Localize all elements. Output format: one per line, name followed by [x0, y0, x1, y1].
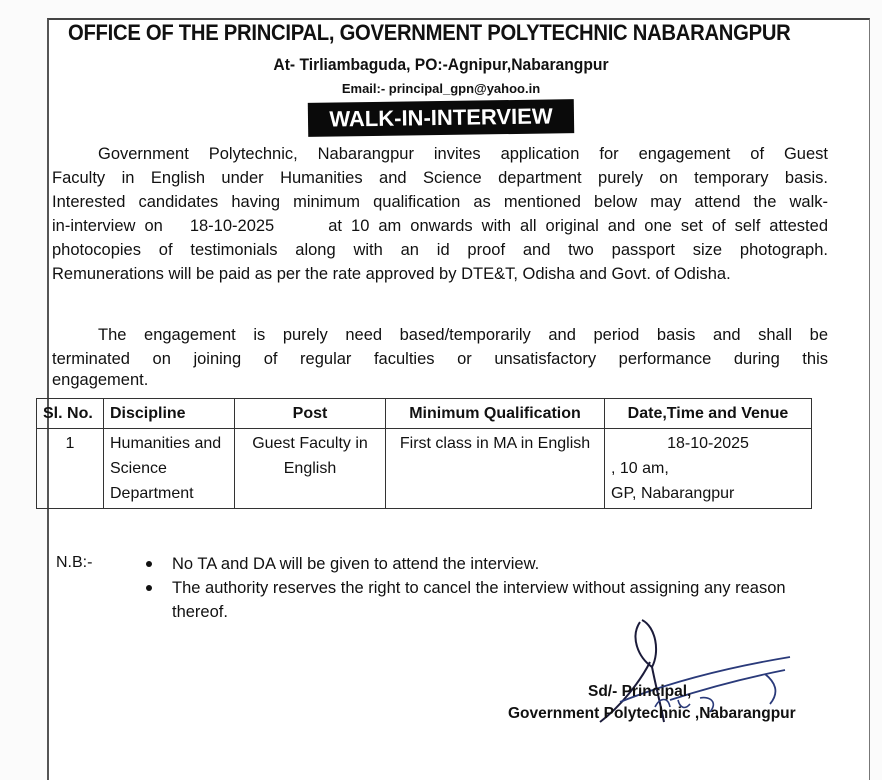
bullet-icon	[146, 561, 152, 567]
header-venue: Date,Time and Venue	[605, 399, 812, 429]
paragraph-line: engagement.	[52, 371, 149, 389]
header-qualification: Minimum Qualification	[386, 399, 605, 429]
paragraph-line: Faculty in English under Humanities and Science department purely on temporary basis.	[52, 169, 828, 187]
nb-label: N.B:-	[56, 554, 93, 571]
walk-in-interview-banner: WALK-IN-INTERVIEW	[308, 99, 574, 137]
paragraph-line: Government Polytechnic, Nabarangpur invites application for engagement of Guest	[98, 145, 828, 163]
interview-venue: GP, Nabarangpur	[611, 485, 735, 502]
office-address: At- Tirliambaguda, PO:-Agnipur,Nabarangpur	[273, 55, 609, 74]
office-title: OFFICE OF THE PRINCIPAL, GOVERNMENT POLYTECHNIC NABARANGPUR	[68, 20, 791, 45]
signatory-title: Sd/- Principal,	[588, 683, 692, 700]
header-sl-no: Sl. No.	[37, 399, 104, 429]
vacancy-table	[36, 398, 812, 509]
signatory-institution: Government Polytechnic ,Nabarangpur	[508, 705, 796, 722]
office-email: Email:- principal_gpn@yahoo.in	[341, 81, 541, 96]
paragraph-line: The engagement is purely need based/temporarily and period basis and shall be	[98, 326, 828, 344]
cell-sl-no: 1	[37, 429, 104, 509]
table-row	[37, 429, 812, 509]
cell-qualification: First class in MA in English	[386, 429, 605, 509]
paragraph-line: Remunerations will be paid as per the rate approved by DTE&T, Odisha and Govt. of Odisha.	[52, 265, 731, 283]
paragraph-line: Interested candidates having minimum qualification as mentioned below may attend the walk-	[52, 193, 828, 211]
terms-paragraph	[52, 323, 828, 392]
cell-post: Guest Faculty in English	[235, 429, 386, 509]
note-item: No TA and DA will be given to attend the interview.	[144, 552, 844, 576]
table-header-row	[37, 399, 812, 429]
paragraph-line: terminated on joining of regular faculties or unsatisfactory performance during this	[52, 350, 828, 368]
bullet-icon	[146, 585, 152, 591]
cell-date-time-venue	[605, 429, 812, 509]
note-item: The authority reserves the right to cancel the interview without assigning any reason thereof.	[144, 576, 844, 624]
header-discipline: Discipline	[104, 399, 235, 429]
interview-time: , 10 am,	[611, 460, 669, 477]
paragraph-line: photocopies of testimonials along with an id proof and two passport size photograph.	[52, 241, 828, 259]
cell-discipline: Humanities and Science Department	[104, 429, 235, 509]
interview-date: 18-10-2025	[667, 435, 749, 452]
paragraph-line: in-interview on 18-10-2025 at 10 am onwards with all original and one set of self attested	[52, 217, 828, 235]
header-post: Post	[235, 399, 386, 429]
invitation-paragraph	[52, 142, 828, 286]
